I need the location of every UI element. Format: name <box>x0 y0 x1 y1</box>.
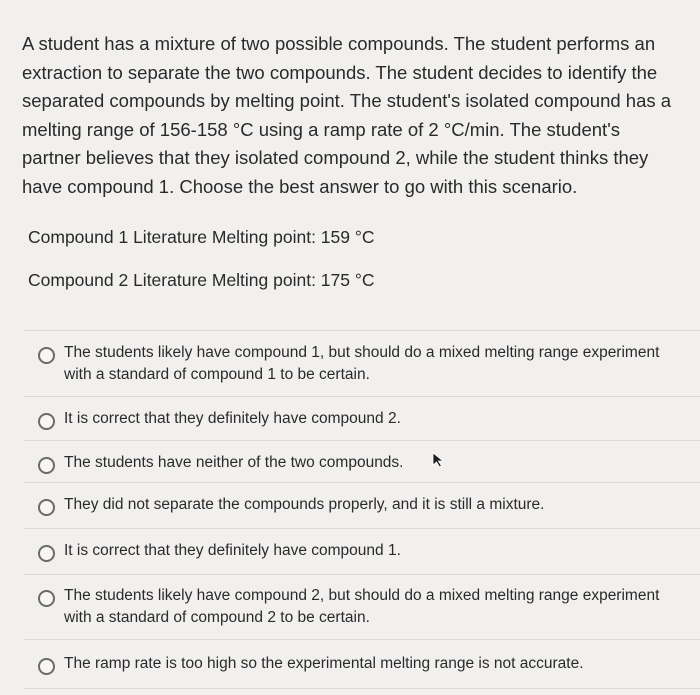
answer-option-4[interactable] <box>24 482 700 528</box>
answer-option-label: The ramp rate is too high so the experimental melting range is not accurate. <box>64 655 584 672</box>
radio-button-empty-icon[interactable] <box>38 347 55 364</box>
answer-option-2[interactable] <box>24 396 700 440</box>
radio-button-empty-icon[interactable] <box>38 499 55 516</box>
radio-button-empty-icon[interactable] <box>38 457 55 474</box>
answer-option-label: The students likely have compound 2, but should do a mixed melting range experiment with a standard of compound 2 to be certain. <box>64 587 660 626</box>
answer-option-label: The students have neither of the two compounds. <box>64 454 404 471</box>
answer-option-label: It is correct that they definitely have compound 2. <box>64 410 401 427</box>
answer-option-label: The students likely have compound 1, but should do a mixed melting range experiment with a standard of compound 1 to be certain. <box>64 344 660 383</box>
answer-option-1[interactable] <box>24 330 700 396</box>
radio-button-empty-icon[interactable] <box>38 658 55 675</box>
answer-option-6[interactable] <box>24 574 700 639</box>
answer-option-label: It is correct that they definitely have compound 1. <box>64 542 401 559</box>
compound-1-literature: Compound 1 Literature Melting point: 159 °C <box>28 227 375 247</box>
radio-button-empty-icon[interactable] <box>38 590 55 607</box>
radio-button-empty-icon[interactable] <box>38 413 55 430</box>
answer-option-3[interactable] <box>24 440 700 482</box>
compound-2-literature: Compound 2 Literature Melting point: 175 °C <box>28 270 375 290</box>
answer-option-7[interactable] <box>24 639 700 689</box>
answer-options <box>24 330 700 689</box>
answer-option-5[interactable] <box>24 528 700 574</box>
radio-button-empty-icon[interactable] <box>38 545 55 562</box>
question-text: A student has a mixture of two possible compounds. The student performs an extraction to separate the two compounds. The student decides to identify the separated compounds by melting point. The student's isolated compound has a melting range of 156-158 °C using a ramp rate of 2 °C/min. The student's partner believes that they isolated compound 2, while the student thinks they have compound 1. Choose the best answer to go with this scenario. <box>22 33 672 197</box>
answer-option-label: They did not separate the compounds properly, and it is still a mixture. <box>64 496 545 513</box>
